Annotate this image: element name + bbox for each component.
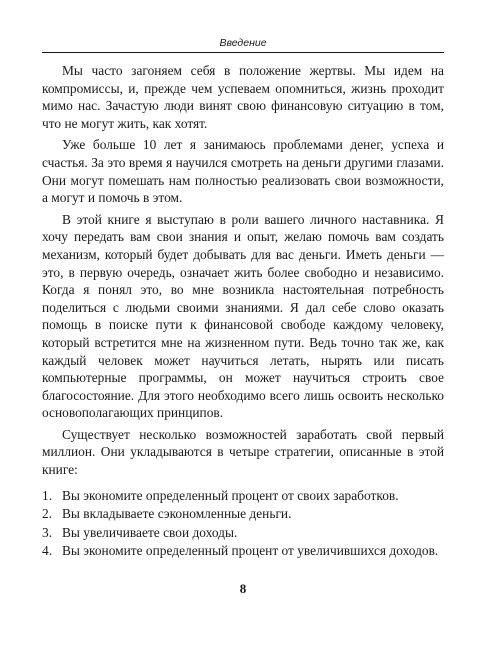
list-item xyxy=(42,524,444,542)
paragraph: Уже больше 10 лет я занимаюсь проблемами денег, успеха и счастья. За это время я научился смотреть на деньги другими глазами. Они могут помешать нам полностью реализовать свои возможности, а могут и помочь в этом. xyxy=(42,137,444,206)
list-item-number: 1. xyxy=(42,487,53,503)
paragraph: Существует несколько возможностей заработать свой первый миллион. Они укладываются в четыре стратегии, описанные в этой книге: xyxy=(42,426,444,478)
page-number: 8 xyxy=(239,581,247,596)
list-item xyxy=(42,487,444,505)
running-header: Введение xyxy=(219,37,267,49)
list-item-number: 3. xyxy=(42,524,53,540)
paragraph: В этой книге я выступаю в роли вашего личного наставника. Я хочу передать вам свои знания и опыт, желаю помочь вам создать механизм, который будет добывать для вас деньги. Иметь деньги — это, в первую очередь, означает жить более свободно и независимо. Когда я понял это, во мне возникла настоятельная потребность поделиться с людьми своими знаниями. Я дал себе слово оказать помощь в поиске пути к финансовой свободе каждому человеку, который встретится мне на жизненном пути. Ведь точно так же, как каждый человек может научиться летать, нырять или писать компьютерные программы, он может научиться строить свое благосостояние. Для этого необходимо всего лишь освоить несколько основополагающих принципов. xyxy=(42,211,444,421)
list-item xyxy=(42,505,444,523)
list-item-text: Вы увеличиваете свои доходы. xyxy=(62,524,238,540)
list-item-number: 4. xyxy=(42,543,53,559)
list-item-number: 2. xyxy=(42,506,53,522)
page-body xyxy=(42,62,444,561)
paragraph: Мы часто загоняем себя в положение жертвы. Мы идем на компромиссы, и, прежде чем успеваем опомниться, жизнь проходит мимо нас. Зачастую люди винят свою финансовую ситуацию в том, что не могут жить, как хотят. xyxy=(42,63,444,131)
list-item-text: Вы экономите определенный процент от увеличившихся доходов. xyxy=(62,543,439,559)
list-item-text: Вы вкладываете сэкономленные деньги. xyxy=(62,506,292,522)
header-rule xyxy=(42,52,444,53)
list-item-text: Вы экономите определенный процент от своих заработков. xyxy=(62,487,399,503)
list-item xyxy=(42,542,444,560)
strategy-list xyxy=(42,487,444,560)
